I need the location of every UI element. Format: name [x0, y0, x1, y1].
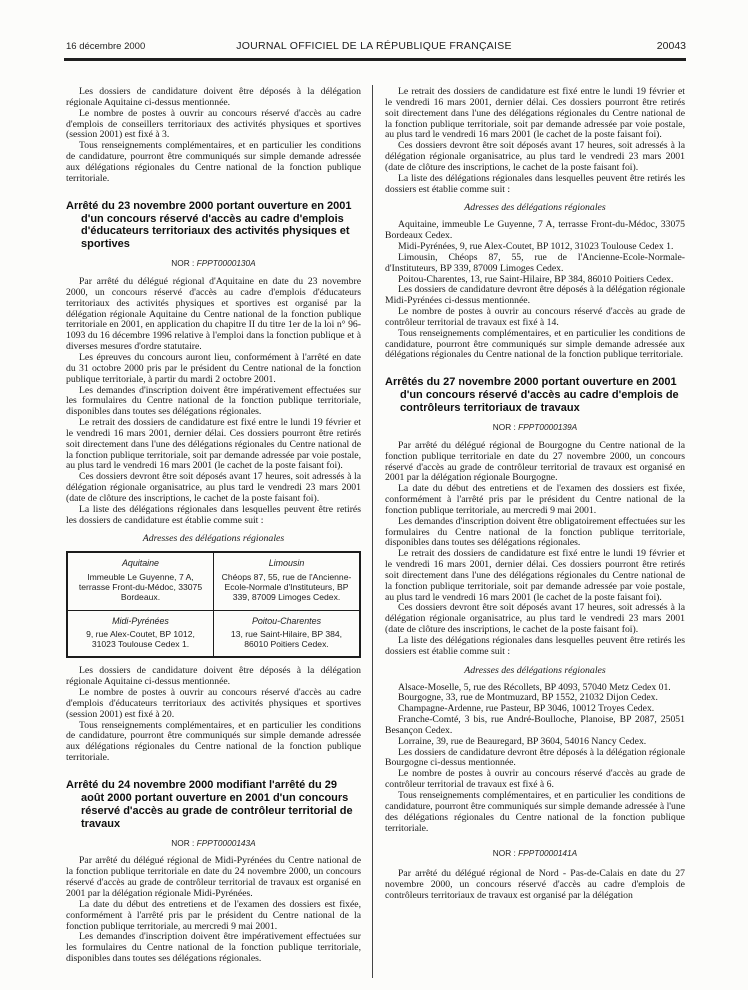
nor-label: NOR :	[171, 837, 195, 848]
nor-line	[385, 848, 685, 859]
address-item: Aquitaine, immeuble Le Guyenne, 7 A, terrasse Front-du-Médoc, 33075 Bordeaux Cedex.	[385, 219, 685, 242]
paragraph: Par arrêté du délégué régional de Nord - Pas-de-Calais en date du 27 novembre 2000, un concours réservé d'accès au cadre d'emplois de contrôleurs territoriaux de travaux est organisé par la délégation	[385, 868, 685, 901]
region-address: 13, rue Saint-Hilaire, BP 384, 86010 Poitiers Cedex.	[230, 628, 343, 650]
addresses-caption: Adresses des délégations régionales	[464, 664, 606, 676]
right-column	[385, 87, 685, 902]
address-item: Alsace-Moselle, 5, rue des Récollets, BP 4093, 57040 Metz Cedex 01.	[398, 681, 671, 693]
paragraph: Le retrait des dossiers de candidature est fixé entre le lundi 19 février et le vendredi 16 mars 2001, dernier délai. Ces dossiers pourront être retirés soit directement dans l'une des délégations régionales du Centre national de la fonction publique territoriale, soit par demande adressée par voie postale, au plus tard le vendredi 16 mars 2001 (le cachet de la poste faisant foi).	[66, 417, 361, 472]
table-row	[67, 610, 360, 657]
paragraph: La date du début des entretiens et de l'examen des dossiers est fixée, conformément à l'arrêté pris par le président du Centre national de la fonction publique territoriale, au mercredi 9 mai 2001.	[66, 898, 361, 932]
nor-code: FPPT0000139A	[518, 421, 578, 432]
paragraph: Par arrêté du délégué régional d'Aquitaine en date du 23 novembre 2000, un concours réservé d'accès au cadre d'emplois d'éducateurs territoriaux des activités physiques et sportives est organisé par la délégation régionale Aquitaine du Centre national de la fonction publique territoriale en 2001, en application du chapitre II du titre 1er de la loi n° 96-1093 du 16 décembre 1996 relative à l'emploi dans la fonction publique et à diverses mesures d'ordre statutaire.	[66, 276, 361, 353]
paragraph: Les dossiers de candidature devront être déposés à la délégation régionale Bourgogne ci-dessus mentionnée.	[385, 746, 685, 769]
region-name: Aquitaine	[121, 558, 159, 569]
nor-line	[385, 422, 685, 433]
paragraph: La liste des délégations régionales dans lesquelles peuvent être retirés les dossiers est établie comme suit :	[385, 172, 685, 195]
paragraph: Tous renseignements complémentaires, et en particulier les conditions de candidature, pourront être communiqués sur simple demande adressée aux délégations régionales du Centre national de la fonction publique territoriale.	[66, 719, 361, 764]
paragraph: La liste des délégations régionales dans lesquelles peuvent être retirés les dossiers de candidature est établie comme suit :	[66, 503, 361, 526]
paragraph: Le nombre de postes à ouvrir au concours réservé d'accès au cadre d'emplois d'éducateurs territoriaux des activités physiques et sportives (session 2001) est fixé à 20.	[66, 687, 361, 720]
paragraph: Le retrait des dossiers de candidature est fixé entre le lundi 19 février et le vendredi 16 mars 2001, dernier délai. Ces dossiers pourront être retirés soit directement dans l'une des délégations régionales du Centre national de la fonction publique territoriale, soit par demande adressée par voie postale, au plus tard le vendredi 16 mars 2001 (le cachet de la poste faisant foi).	[385, 548, 685, 603]
section-heading: Arrêtés du 27 novembre 2000 portant ouverture en 2001 d'un concours réservé d'accès au cadre d'emplois de contrôleurs territoriaux de travaux	[385, 376, 679, 415]
nor-code: FPPT0000143A	[196, 837, 256, 848]
paragraph: Ces dossiers devront être soit déposés avant 17 heures, soit adressés à la délégation régionale organisatrice, au plus tard le vendredi 23 mars 2001 (date de clôture des inscriptions, le cachet de la poste faisant foi).	[385, 140, 685, 173]
region-name: Poitou-Charentes	[251, 615, 322, 626]
paragraph: Par arrêté du délégué régional de Bourgogne du Centre national de la fonction publique territoriale en date du 27 novembre 2000, un concours réservé d'accès au grade de contrôleur territorial de travaux est organisé en 2001 par la délégation régionale Bourgogne.	[385, 439, 685, 484]
address-item: Poitou-Charentes, 13, rue Saint-Hilaire, BP 384, 86010 Poitiers Cedex.	[398, 273, 674, 285]
nor-label: NOR :	[492, 421, 516, 432]
region-address: Immeuble Le Guyenne, 7 A, terrasse Front-du-Médoc, 33075 Bordeaux.	[78, 571, 203, 603]
nor-line	[66, 838, 361, 849]
paragraph: Les épreuves du concours auront lieu, conformément à l'arrêté en date du 31 octobre 2000 pris par le président du Centre national de la fonction publique territoriale, à partir du mardi 2 octobre 2001.	[66, 351, 361, 385]
paragraph: Les demandes d'inscription doivent être obligatoirement effectuées sur les formulaires du Centre national de la fonction publique territoriale, disponibles dans toutes ses délégations régionales.	[385, 515, 685, 549]
regional-addresses-table	[66, 551, 361, 658]
paragraph: Tous renseignements complémentaires, et en particulier les conditions de candidature, pourront être communiqués sur simple demande adressée aux délégations régionales du Centre national de la fonction publique territoriale.	[385, 327, 685, 361]
nor-label: NOR :	[171, 258, 195, 269]
header-rule	[64, 58, 686, 61]
journal-title: JOURNAL OFFICIEL DE LA RÉPUBLIQUE FRANÇAISE	[236, 40, 512, 52]
addresses-caption: Adresses des délégations régionales	[142, 533, 285, 545]
paragraph: Tous renseignements complémentaires, et en particulier les conditions de candidature, pourront être communiqués sur simple demande adressée aux délégations régionales du Centre national de la fonction publique territoriale.	[66, 140, 361, 184]
table-row	[67, 552, 360, 610]
address-item: Limousin, Chéops 87, 55, rue de l'Ancienne-Ecole-Normale-d'Instituteurs, BP 339, 87009 Limoges Cedex.	[385, 251, 685, 274]
header-date: 16 décembre 2000	[66, 41, 146, 52]
address-item: Lorraine, 39, rue de Beauregard, BP 3604, 54016 Nancy Cedex.	[398, 735, 647, 747]
paragraph: Le nombre de postes à ouvrir au concours réservé d'accès au grade de contrôleur territorial de travaux est fixé à 14.	[385, 306, 685, 328]
region-address: 9, rue Alex-Coutet, BP 1012, 31023 Toulouse Cedex 1.	[86, 628, 195, 650]
page-number: 20043	[656, 40, 686, 52]
region-name: Midi-Pyrénées	[112, 615, 169, 626]
address-item: Bourgogne, 33, rue de Montmuzard, BP 1552, 21032 Dijon Cedex.	[398, 692, 658, 704]
table-cell-midi-pyrenees	[67, 610, 214, 657]
region-name: Limousin	[268, 558, 305, 569]
paragraph: Ces dossiers devront être soit déposés avant 17 heures, soit adressés à la délégation régionale organisatrice, au plus tard le vendredi 23 mars 2001 (date de clôture des inscriptions, le cachet de la poste faisant foi).	[385, 602, 685, 636]
section-heading: Arrêté du 24 novembre 2000 modifiant l'arrêté du 29 août 2000 portant ouverture en 2001 d'un concours réservé d'accès au grade de contrôleur territorial de travaux	[66, 778, 353, 830]
paragraph: La date du début des entretiens et de l'examen des dossiers est fixée, conformément à l'arrêté pris par le président du Centre national de la fonction publique territoriale, au mercredi 9 mai 2001.	[385, 483, 685, 516]
addresses-caption: Adresses des délégations régionales	[464, 202, 606, 214]
paragraph: La liste des délégations régionales dans lesquelles peuvent être retirés les dossiers est établie comme suit :	[385, 635, 685, 657]
address-item: Franche-Comté, 3 bis, rue André-Boulloche, Planoise, BP 2087, 25051 Besançon Cedex.	[385, 714, 685, 736]
paragraph: Les dossiers de candidature doivent être déposés à la délégation régionale Aquitaine ci-dessus mentionnée.	[66, 86, 361, 108]
paragraph: Les dossiers de candidature devront être déposés à la délégation régionale Midi-Pyrénées ci-dessus mentionnée.	[385, 284, 685, 307]
paragraph: Par arrêté du délégué régional de Midi-Pyrénées du Centre national de la fonction publique territoriale en date du 24 novembre 2000, un concours réservé d'accès au grade de contrôleur territorial de travaux est organisé en 2001 par la délégation régionale Midi-Pyrénées.	[66, 855, 361, 899]
paragraph: Le nombre de postes à ouvrir au concours réservé d'accès au grade de contrôleur territorial de travaux est fixé à 6.	[385, 768, 685, 791]
address-item: Champagne-Ardenne, rue Pasteur, BP 3046, 10012 Troyes Cedex.	[398, 703, 655, 715]
table-cell-poitou-charentes	[214, 610, 361, 657]
paragraph: Les demandes d'inscription doivent être impérativement effectuées sur les formulaires du Centre national de la fonction publique territoriale, disponibles dans toutes ses délégations régionales.	[66, 931, 361, 965]
paragraph: Le nombre de postes à ouvrir au concours réservé d'accès au cadre d'emplois de conseillers territoriaux des activités physiques et sportives (session 2001) est fixé à 3.	[66, 107, 361, 141]
table-cell-aquitaine	[67, 552, 214, 610]
nor-label: NOR :	[492, 848, 516, 859]
column-divider	[372, 85, 373, 978]
nor-code: FPPT0000141A	[518, 848, 578, 859]
paragraph: Les demandes d'inscription doivent être impérativement effectuées sur les formulaires du Centre national de la fonction publique territoriale, disponibles dans toutes ses délégations régionales.	[66, 384, 361, 418]
section-heading: Arrêté du 23 novembre 2000 portant ouverture en 2001 d'un concours réservé d'accès au cadre d'emplois d'éducateurs territoriaux des activités physiques et sportives	[66, 199, 352, 251]
left-column	[66, 87, 361, 965]
paragraph: Tous renseignements complémentaires, et en particulier les conditions de candidature, pourront être communiqués sur simple demande adressée à l'une des délégations régionales du Centre national de la fonction publique territoriale.	[385, 789, 685, 834]
nor-code: FPPT0000130A	[196, 258, 256, 269]
paragraph: Ces dossiers devront être soit déposés avant 17 heures, soit adressés à la délégation régionale organisatrice, au plus tard le vendredi 23 mars 2001 (date de clôture des inscriptions, le cachet de la poste faisant foi).	[66, 471, 361, 504]
region-address: Chéops 87, 55, rue de l'Ancienne-Ecole-Normale d'Instituteurs, BP 339, 87009 Limoges Cedex.	[221, 571, 352, 603]
paragraph: Les dossiers de candidature doivent être déposés à la délégation régionale Aquitaine ci-dessus mentionnée.	[66, 665, 361, 688]
table-cell-limousin	[214, 552, 361, 610]
nor-line	[66, 258, 361, 269]
paragraph: Le retrait des dossiers de candidature est fixé entre le lundi 19 février et le vendredi 16 mars 2001, dernier délai. Ces dossiers pourront être retirés soit directement dans l'une des délégations régionales du Centre national de la fonction publique territoriale, soit par demande adressée par voie postale, au plus tard le vendredi 16 mars 2001 (le cachet de la poste faisant foi).	[385, 86, 685, 141]
address-item: Midi-Pyrénées, 9, rue Alex-Coutet, BP 1012, 31023 Toulouse Cedex 1.	[398, 240, 674, 252]
